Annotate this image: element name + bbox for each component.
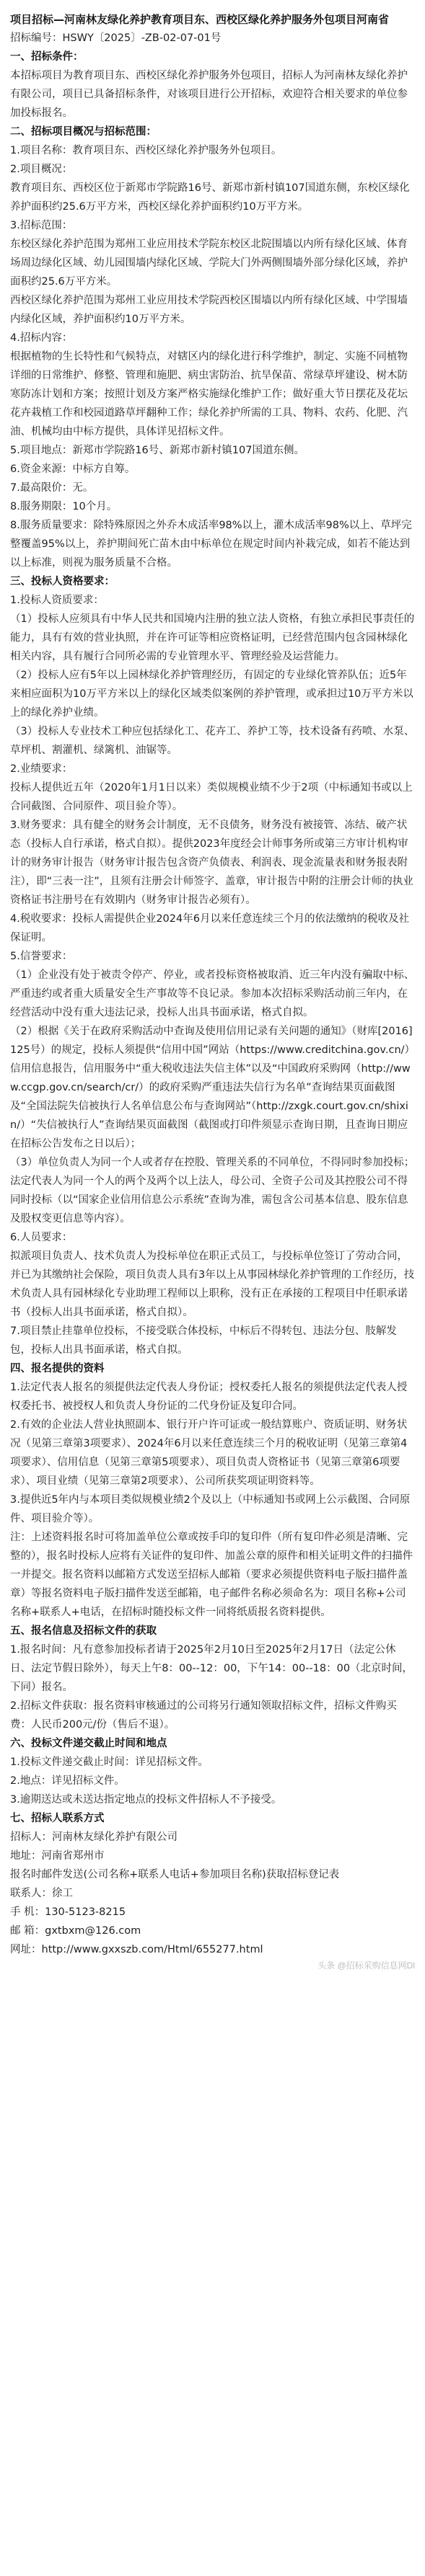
source-watermark: 头条 @招标采购信息网Dl	[317, 1960, 415, 1971]
body-paragraph: 2.地点：详见招标文件。	[10, 1775, 125, 1787]
section-heading: 五、报名信息及招标文件的获取	[10, 1625, 157, 1637]
body-paragraph: 本招标项目为教育项目东、西校区绿化养护服务外包项目，招标人为河南林友绿化养护有限公司，项目已具备招标条件，对该项目进行公开招标，欢迎符合相关要求的单位参加投标报名。	[10, 70, 408, 119]
project-number: 招标编号：HSWY〔2025〕-ZB-02-07-01号	[10, 32, 222, 44]
body-paragraph: 7.项目禁止挂靠单位投标，不接受联合体投标，中标后不得转包、违法分包、肢解发包，投标人出具书面承诺，格式自拟。	[10, 1325, 397, 1356]
body-paragraph: 7.最高限价：无。	[10, 482, 94, 494]
body-paragraph: 5.项目地点：新郑市学院路16号、新郑市新村镇107国道东侧。	[10, 445, 304, 456]
body-paragraph: 8.服务期限：10个月。	[10, 501, 118, 512]
announcement-body	[10, 48, 415, 1959]
section-heading: 三、投标人资格要求：	[10, 576, 115, 587]
body-paragraph: 2.招标文件获取：报名资料审核通过的公司将另行通知领取招标文件，招标文件购买费：人民币200元/份（售后不退）。	[10, 1700, 397, 1731]
section-heading: 七、招标人联系方式	[10, 1813, 105, 1824]
section-heading: 四、报名提供的资料	[10, 1363, 105, 1374]
body-paragraph: 1.法定代表人报名的须提供法定代表人身份证；授权委托人报名的须提供法定代表人授权委托书、被授权人和负责人身份证的二代身份证及复印合同。	[10, 1382, 408, 1412]
body-paragraph: 手 机：130-5123-8215	[10, 1906, 126, 1918]
body-paragraph: 3.提供近5年内与本项目类似规模业绩2个及以上（中标通知书或网上公示截图、合同原件、项目验介等）。	[10, 1494, 411, 1524]
body-paragraph: 报名时邮件发送(公司名称+联系人电话+参加项目名称)获取招标登记表	[10, 1869, 340, 1880]
body-paragraph: 拟派项目负责人、技术负责人为投标单位在职正式员工，与投标单位签订了劳动合同，并已为其缴纳社会保险，项目负责人具有3年以上从事园林绿化养护管理的工作经历，技术负责人具有园林绿化专业助理工程师以上职称，没有正在承接的工程项目中任职承诺书（投标人出具书面承诺，格式自拟）。	[10, 1251, 415, 1318]
section-heading: 二、招标项目概况与招标范围：	[10, 126, 157, 138]
body-paragraph: 投标人提供近五年（2020年1月1日以来）类似规模业绩不少于2项（中标通知书或以上合同截图、合同原件、项目验介等）。	[10, 782, 413, 812]
body-paragraph: 联系人：徐工	[10, 1888, 73, 1899]
body-paragraph: （2）根据《关于在政府采购活动中查询及使用信用记录有关问题的通知》（财库[2016]125号）的规定，投标人须提供“信用中国”网站（https://www.creditchina.gov.cn/）信用信息报告，信用服务中“重大税收违法失信主体”以及“中国政府采购网（http://www.ccgp.gov.cn/search/cr/）的政府采购严重违法失信行为名单”查询结果页面截图及“全国法院失信被执行人名单信息公布与查询网站”（http://zxgk.court.gov.cn/shixin/）“失信被执行人”查询结果页面截图（截图或打印件须显示查询日期，且查询日期应在招标公告发布之日以后）；	[10, 1026, 413, 1150]
body-paragraph: 4.税收要求：投标人需提供企业2024年6月以来任意连续三个月的依法缴纳的税收及社保证明。	[10, 913, 409, 943]
body-paragraph: 6.人员要求：	[10, 1232, 73, 1243]
body-paragraph: （2）投标人应有5年以上园林绿化养护管理经历，有固定的专业绿化管养队伍；近5年来相应面积为10万平方米以上的绿化区域类似案例的养护管理，或承担过10万平方米以上的绿化养护业绩。	[10, 670, 413, 719]
body-paragraph: 注：上述资料报名时可将加盖单位公章或按手印的复印件（所有复印件必须是清晰、完整的），报名时投标人应将有关证件的复印件、加盖公章的原件和相关证明文件的扫描件一并提交。报名资料以邮箱方式发送至招标人邮箱（要求必须提供资料电子版扫描件盖章）等报名资料电子版扫描件发送至邮箱，电子邮件名称必须命名为：项目名称+公司名称+联系人+电话，在招标时随投标文件一同将纸质报名资料提供。	[10, 1532, 413, 1618]
body-paragraph: 3.逾期送达或未送达指定地点的投标文件招标人不予接受。	[10, 1794, 282, 1806]
body-paragraph: 根据植物的生长特性和气候特点，对辖区内的绿化进行科学维护，制定、实施不同植物详细的日常维护、修整、管理和施肥、病虫害防治、抗旱保苗、常绿草坪建设、树木防寒防冻计划和方案；按照计划及方案严格实施绿化维护工作；做好重大节日摆花及花坛花卉栽植工作和校园道路草坪翻种工作；绿化养护所需的工具、物料、农药、化肥、汽油、机械均由中标方提供，具体详见招标文件。	[10, 351, 408, 438]
body-paragraph: 1.投标人资质要求：	[10, 595, 104, 606]
body-paragraph: 5.信誉要求：	[10, 951, 73, 962]
body-paragraph: 3.财务要求：具有健全的财务会计制度，无不良债务，财务没有被接管、冻结、破产状态（投标人自行承诺，格式自拟）。提供2023年度经会计师事务所或第三方审计机构审计的财务审计报告（财务审计报告包含资产负债表、利润表、现金流量表和财务报表附注），即“三表一注”，且须有注册会计师签字、盖章，审计报告中附的注册会计师的执业资格证书注册号在有效期内（财务审计报告必须有）。	[10, 820, 413, 906]
body-paragraph: 1.报名时间：凡有意参加投标者请于2025年2月10日至2025年2月17日（法定公休日、法定节假日除外），每天上午8：00--12：00，下午14：00--18：00（北京时间，下同）报名。	[10, 1644, 413, 1693]
body-paragraph: 地址：河南省郑州市	[10, 1850, 105, 1862]
section-heading: 一、招标条件：	[10, 51, 84, 63]
body-paragraph: 招标人：河南林友绿化养护有限公司	[10, 1831, 178, 1843]
body-paragraph: 2.项目概况：	[10, 164, 73, 175]
body-paragraph: 网址：http://www.gxxszb.com/Html/655277.html	[10, 1944, 263, 1955]
body-paragraph: 1.项目名称：教育项目东、西校区绿化养护服务外包项目。	[10, 145, 282, 156]
body-paragraph: 6.资金来源：中标方自筹。	[10, 463, 136, 475]
body-paragraph: 1.投标文件递交截止时间：详见招标文件。	[10, 1756, 209, 1768]
body-paragraph: 教育项目东、西校区位于新郑市学院路16号、新郑市新村镇107国道东侧，东校区绿化养护面积约25.6万平方米，西校区绿化养护面积约10万平方米。	[10, 182, 410, 213]
body-paragraph: （3）单位负责人为同一个人或者存在控股、管理关系的不同单位，不得同时参加投标；法定代表人为同一个人的两个及两个以上法人，母公司、全资子公司及其控股公司不得同时投标（以“国家企业信用信息公示系统”查询为准，需包含公司基本信息、股东信息及股权变更信息等内容）。	[10, 1157, 415, 1225]
body-paragraph: 4.招标内容：	[10, 332, 73, 344]
body-paragraph: 8.服务质量要求：除特殊原因之外乔木成活率98%以上，灌木成活率98%以上、草坪完整覆盖95%以上，养护期间死亡苗木由中标单位在规定时间内补栽完成，如若不能达到以上标准，则视为服务质量不合格。	[10, 520, 412, 569]
body-paragraph: （3）投标人专业技术工种应包括绿化工、花卉工、养护工等，技术设备有药喷、水泵、草坪机、割灌机、绿篱机、油锯等。	[10, 726, 415, 756]
body-paragraph: 邮 箱：gxtbxm@126.com	[10, 1925, 141, 1937]
body-paragraph: 2.有效的企业法人营业执照副本、银行开户许可证或一般结算账户、资质证明、财务状况（见第三章第3项要求）、2024年6月以来任意连续三个月的税收证明（见第三章第4项要求）、信用信息（见第三章第5项要求）、项目负责人资格证书（见第三章第6项要求）、项目业绩（见第三章第2项要求）、公司所获奖项证明资料等。	[10, 1419, 408, 1487]
body-paragraph: 西校区绿化养护范围为郑州工业应用技术学院西校区围墙以内所有绿化区域、中学围墙内绿化区域，养护面积约10万平方米。	[10, 295, 408, 325]
announcement-title: 项目招标—河南林友绿化养护教育项目东、西校区绿化养护服务外包项目河南省	[10, 13, 390, 26]
body-paragraph: 3.招标范围：	[10, 220, 73, 231]
body-paragraph: 东校区绿化养护范围为郑州工业应用技术学院东校区北院围墙以内所有绿化区域、体育场周边绿化区域、幼儿园围墙内绿化区域、学院大门外两侧围墙外部分绿化区域，养护面积约25.6万平方米。	[10, 239, 408, 288]
body-paragraph: （1）企业没有处于被责令停产、停业，或者投标资格被取消、近三年内没有骗取中标、严重违约或者重大质量安全生产事故等不良记录。参加本次招标采购活动前三年内，在经营活动中没有重大违法记录，投标人出具书面承诺，格式自拟。	[10, 969, 415, 1018]
body-paragraph: 2.业绩要求：	[10, 763, 73, 775]
body-paragraph: （1）投标人应须具有中华人民共和国境内注册的独立法人资格，有独立承担民事责任的能力，具有有效的营业执照，并在许可证等相应资格证明，已经营范围内包含园林绿化相关内容，具有履行合同所必需的专业管理水平、管理经验及运营能力。	[10, 613, 415, 662]
section-heading: 六、投标文件递交截止时间和地点	[10, 1738, 167, 1749]
